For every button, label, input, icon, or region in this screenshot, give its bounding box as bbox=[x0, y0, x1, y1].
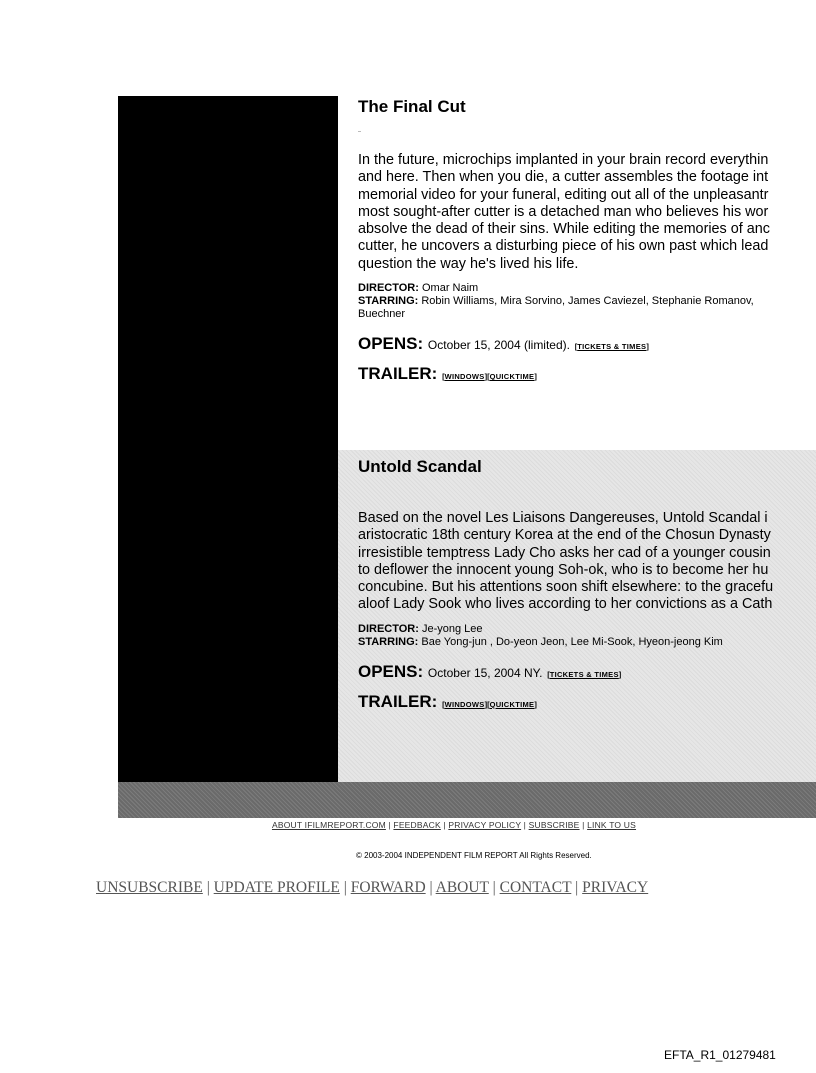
film-description-line: cutter, he uncovers a disturbing piece of his own past which lead bbox=[358, 238, 769, 255]
film-description-line: most sought-after cutter is a detached man who believes his wor bbox=[358, 203, 769, 220]
footer-link-feedback[interactable]: FEEDBACK bbox=[393, 820, 441, 830]
director-label: DIRECTOR: bbox=[358, 622, 419, 635]
film-description-line: aloof Lady Sook who lives according to her convictions as a Cath bbox=[358, 596, 773, 613]
opens-label: OPENS: bbox=[358, 334, 424, 354]
director-name: Omar Naim bbox=[421, 282, 479, 295]
film-description-line: irresistible temptress Lady Cho asks her cad of a younger cousin bbox=[358, 544, 771, 561]
trailer-windows-link[interactable]: WINDOWS bbox=[444, 372, 485, 382]
director-line bbox=[358, 282, 816, 295]
film-description-line: memorial video for your funeral, editing out all of the unpleasantr bbox=[358, 186, 769, 203]
opens-label: OPENS: bbox=[358, 661, 424, 681]
trailer-quicktime-link[interactable]: QUICKTIME bbox=[489, 372, 535, 382]
director-name: Je-yong Lee bbox=[421, 622, 483, 635]
film-title: The Final Cut bbox=[358, 97, 466, 116]
footer-link-privacy-policy[interactable]: PRIVACY POLICY bbox=[448, 820, 522, 830]
opens-line: OPENS: October 15, 2004 NY. [TICKETS & TIMES] bbox=[358, 661, 622, 681]
document-id: EFTA_R1_01279481 bbox=[664, 1048, 776, 1062]
trailer-label: TRAILER: bbox=[358, 691, 438, 711]
email-management-links: UNSUBSCRIBE | UPDATE PROFILE | FORWARD | ABOUT | CONTACT | PRIVACY bbox=[96, 879, 649, 896]
film-description-line: and here. Then when you die, a cutter assembles the footage int bbox=[358, 169, 769, 186]
footer-link-link-to-us[interactable]: LINK TO US bbox=[587, 820, 637, 830]
director-line bbox=[358, 623, 816, 636]
starring-label: STARRING: bbox=[358, 295, 419, 308]
footer-link-subscribe[interactable]: SUBSCRIBE bbox=[528, 820, 580, 830]
privacy-link[interactable]: PRIVACY bbox=[582, 879, 649, 896]
starring-label: STARRING: bbox=[358, 635, 419, 648]
trailer-label: TRAILER: bbox=[358, 364, 438, 384]
trailer-quicktime-link[interactable]: QUICKTIME bbox=[489, 699, 535, 709]
film-description-line: In the future, microchips implanted in your brain record everythin bbox=[358, 152, 769, 168]
copyright-notice: © 2003-2004 INDEPENDENT FILM REPORT All Rights Reserved. bbox=[356, 851, 592, 860]
trailer-windows-link[interactable]: WINDOWS bbox=[444, 699, 485, 709]
update-profile-link[interactable]: UPDATE PROFILE bbox=[213, 879, 340, 896]
film-description-line: concubine. But his attentions soon shift elsewhere: to the gracefu bbox=[358, 579, 774, 596]
film-entry-untold-scandal bbox=[358, 457, 816, 712]
starring-line bbox=[358, 295, 816, 308]
starring-names: Robin Williams, Mira Sorvino, James Caviezel, Stephanie Romanov, bbox=[421, 295, 754, 308]
opens-date: October 15, 2004 NY. bbox=[427, 665, 543, 680]
starring-names: Bae Yong-jun , Do-yeon Jeon, Lee Mi-Sook, Hyeon-jeong Kim bbox=[421, 635, 723, 648]
film-title: Untold Scandal bbox=[358, 457, 482, 476]
tickets-link[interactable]: TICKETS & TIMES bbox=[549, 669, 619, 679]
site-footer-links: ABOUT IFILMREPORT.COM | FEEDBACK | PRIVACY POLICY | SUBSCRIBE | LINK TO US bbox=[271, 820, 637, 830]
starring-line-continued: Buechner bbox=[358, 308, 406, 321]
about-link[interactable]: ABOUT bbox=[435, 879, 489, 896]
opens-line: OPENS: October 15, 2004 (limited). [TICKETS & TIMES] bbox=[358, 334, 649, 354]
forward-link[interactable]: FORWARD bbox=[350, 879, 426, 896]
footer-band bbox=[118, 782, 816, 818]
film-description-line: Based on the novel Les Liaisons Dangereuses, Untold Scandal i bbox=[358, 510, 768, 526]
opens-date: October 15, 2004 (limited). bbox=[427, 338, 570, 353]
tickets-link[interactable]: TICKETS & TIMES bbox=[577, 342, 647, 352]
starring-line bbox=[358, 636, 816, 649]
film-description-line: absolve the dead of their sins. While editing the memories of anc bbox=[358, 221, 770, 238]
trailer-line: TRAILER: [WINDOWS][QUICKTIME] bbox=[358, 364, 537, 384]
film-description-line: to deflower the innocent young Soh-ok, who is to become her hu bbox=[358, 561, 769, 578]
film-description-line: aristocratic 18th century Korea at the end of the Chosun Dynasty bbox=[358, 527, 771, 544]
film-entry-final-cut bbox=[358, 97, 816, 384]
director-label: DIRECTOR: bbox=[358, 282, 419, 295]
film-description-line: question the way he's lived his life. bbox=[358, 255, 579, 272]
left-black-column bbox=[118, 96, 338, 782]
trailer-line: TRAILER: [WINDOWS][QUICKTIME] bbox=[358, 691, 537, 711]
footer-link-about[interactable]: ABOUT IFILMREPORT.COM bbox=[271, 820, 386, 830]
contact-link[interactable]: CONTACT bbox=[499, 879, 572, 896]
unsubscribe-link[interactable]: UNSUBSCRIBE bbox=[96, 879, 203, 896]
